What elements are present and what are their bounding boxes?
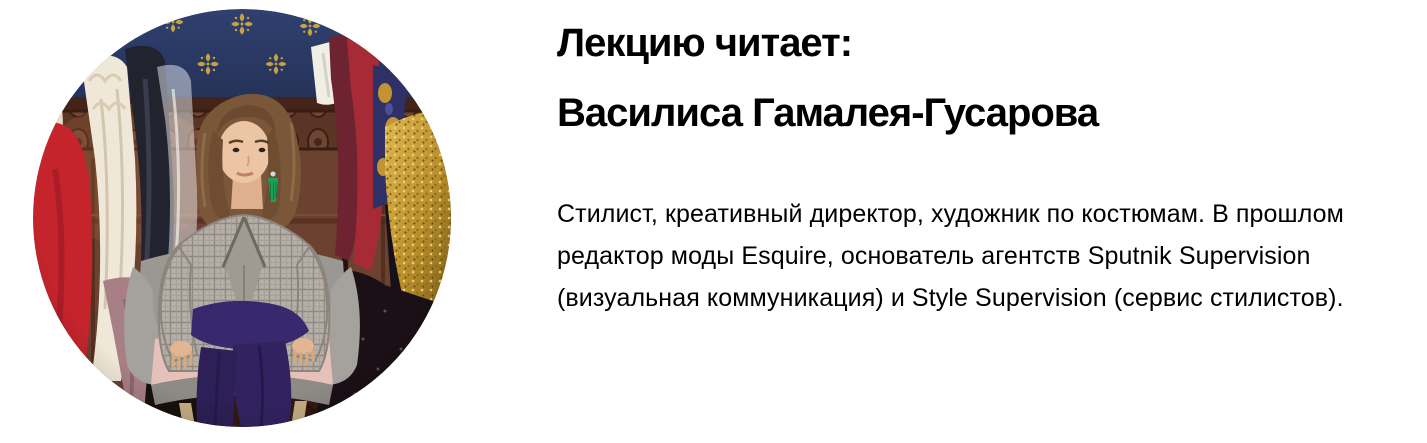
bio-line: (визуальная коммуникация) и Style Supervision (сервис стилистов). [557, 284, 1344, 312]
speaker-photo-illustration [33, 9, 451, 427]
speaker-bio [557, 193, 1344, 319]
speaker-photo [33, 9, 451, 427]
bio-line: Стилист, креативный директор, художник по костюмам. В прошлом [557, 200, 1344, 228]
speaker-name: Василиса Гамалея-Гусарова [557, 91, 1099, 135]
bio-line: редактор моды Esquire, основатель агентств Sputnik Supervision [557, 242, 1311, 270]
lecture-heading: Лекцию читает: [557, 21, 853, 65]
photo-vignette [33, 9, 451, 427]
